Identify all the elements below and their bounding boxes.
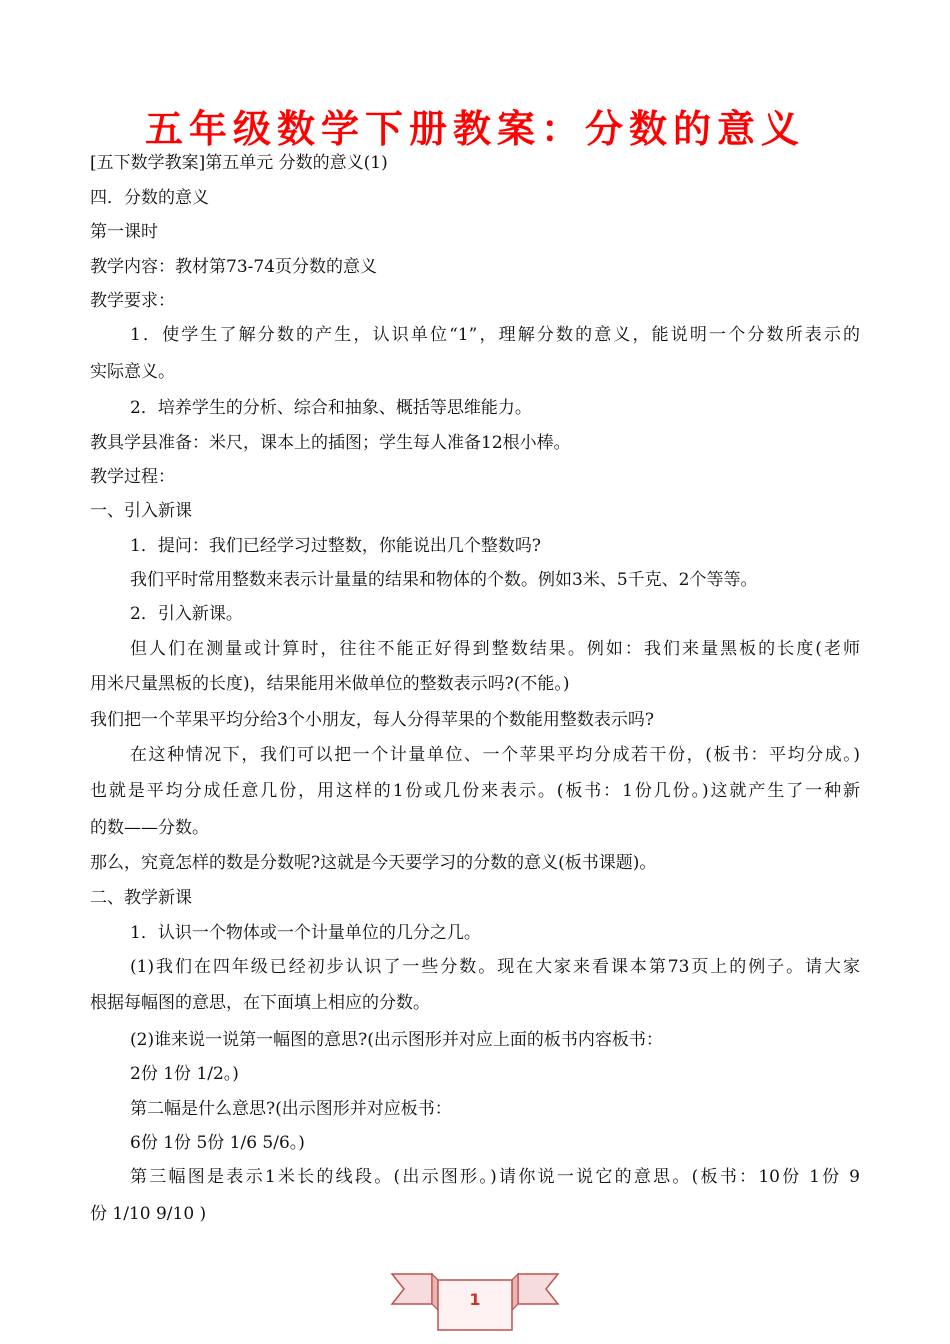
- text-line: 2．培养学生的分析、综合和抽象、概括等思维能力。: [130, 398, 532, 418]
- text-line: 第三幅图是表示1米长的线段。(出示图形。)请你说一说它的意思。(板书：10份 1份 9: [130, 1167, 860, 1187]
- text-line: [五下数学教案]第五单元 分数的意义(1): [90, 153, 388, 173]
- page-number-ribbon: [390, 1264, 560, 1334]
- text-line: 教学内容：教材第73-74页分数的意义: [90, 257, 378, 277]
- text-line: 2份 1份 1/2。): [130, 1064, 239, 1084]
- text-line: 第一课时: [90, 222, 158, 242]
- text-line: 也就是平均分成任意几份，用这样的1份或几份来表示。(板书：1份几份。)这就产生了一种新: [90, 781, 860, 801]
- text-line: (2)谁来说一说第一幅图的意思?(出示图形并对应上面的板书内容板书：: [130, 1030, 663, 1050]
- text-line: 但人们在测量或计算时，往往不能正好得到整数结果。例如：我们来量黑板的长度(老师: [130, 639, 860, 659]
- text-line: 我们平时常用整数来表示计量量的结果和物体的个数。例如3米、5千克、2个等等。: [130, 570, 758, 590]
- page-number: 1: [469, 1290, 481, 1309]
- text-line: 一、引入新课: [90, 501, 192, 521]
- text-line: 份 1/10 9/10 ): [90, 1204, 207, 1224]
- text-line: 二、教学新课: [90, 888, 192, 908]
- text-line: 的数——分数。: [90, 818, 209, 838]
- text-line: 1．使学生了解分数的产生，认识单位“1”，理解分数的意义，能说明一个分数所表示的: [130, 325, 860, 345]
- text-line: 教具学县准备：米尺，课本上的插图；学生每人准备12根小棒。: [90, 433, 571, 453]
- text-line: 2．引入新课。: [130, 604, 243, 624]
- text-line: 1．认识一个物体或一个计量单位的几分之几。: [130, 923, 481, 943]
- text-line: 根据每幅图的意思，在下面填上相应的分数。: [90, 993, 430, 1013]
- text-line: 我们把一个苹果平均分给3个小朋友，每人分得苹果的个数能用整数表示吗?: [90, 710, 654, 730]
- text-line: 那么，究竟怎样的数是分数呢?这就是今天要学习的分数的意义(板书课题)。: [90, 853, 657, 873]
- text-line: 四．分数的意义: [90, 188, 209, 208]
- text-line: 实际意义。: [90, 362, 175, 382]
- text-line: 第二幅是什么意思?(出示图形并对应板书：: [130, 1099, 452, 1119]
- text-line: 用米尺量黑板的长度)，结果能用米做单位的整数表示吗?(不能。): [90, 674, 570, 694]
- text-line: 教学过程：: [90, 467, 175, 487]
- text-line: 教学要求：: [90, 291, 175, 311]
- text-line: (1)我们在四年级已经初步认识了一些分数。现在大家来看课本第73页上的例子。请大家: [130, 957, 860, 977]
- text-line: 在这种情况下，我们可以把一个计量单位、一个苹果平均分成若干份，(板书：平均分成。): [130, 745, 860, 765]
- text-line: 6份 1份 5份 1/6 5/6。): [130, 1133, 305, 1153]
- text-line: 1．提问：我们已经学习过整数，你能说出几个整数吗?: [130, 536, 541, 556]
- document-title: 五年级数学下册教案：分数的意义: [144, 107, 805, 151]
